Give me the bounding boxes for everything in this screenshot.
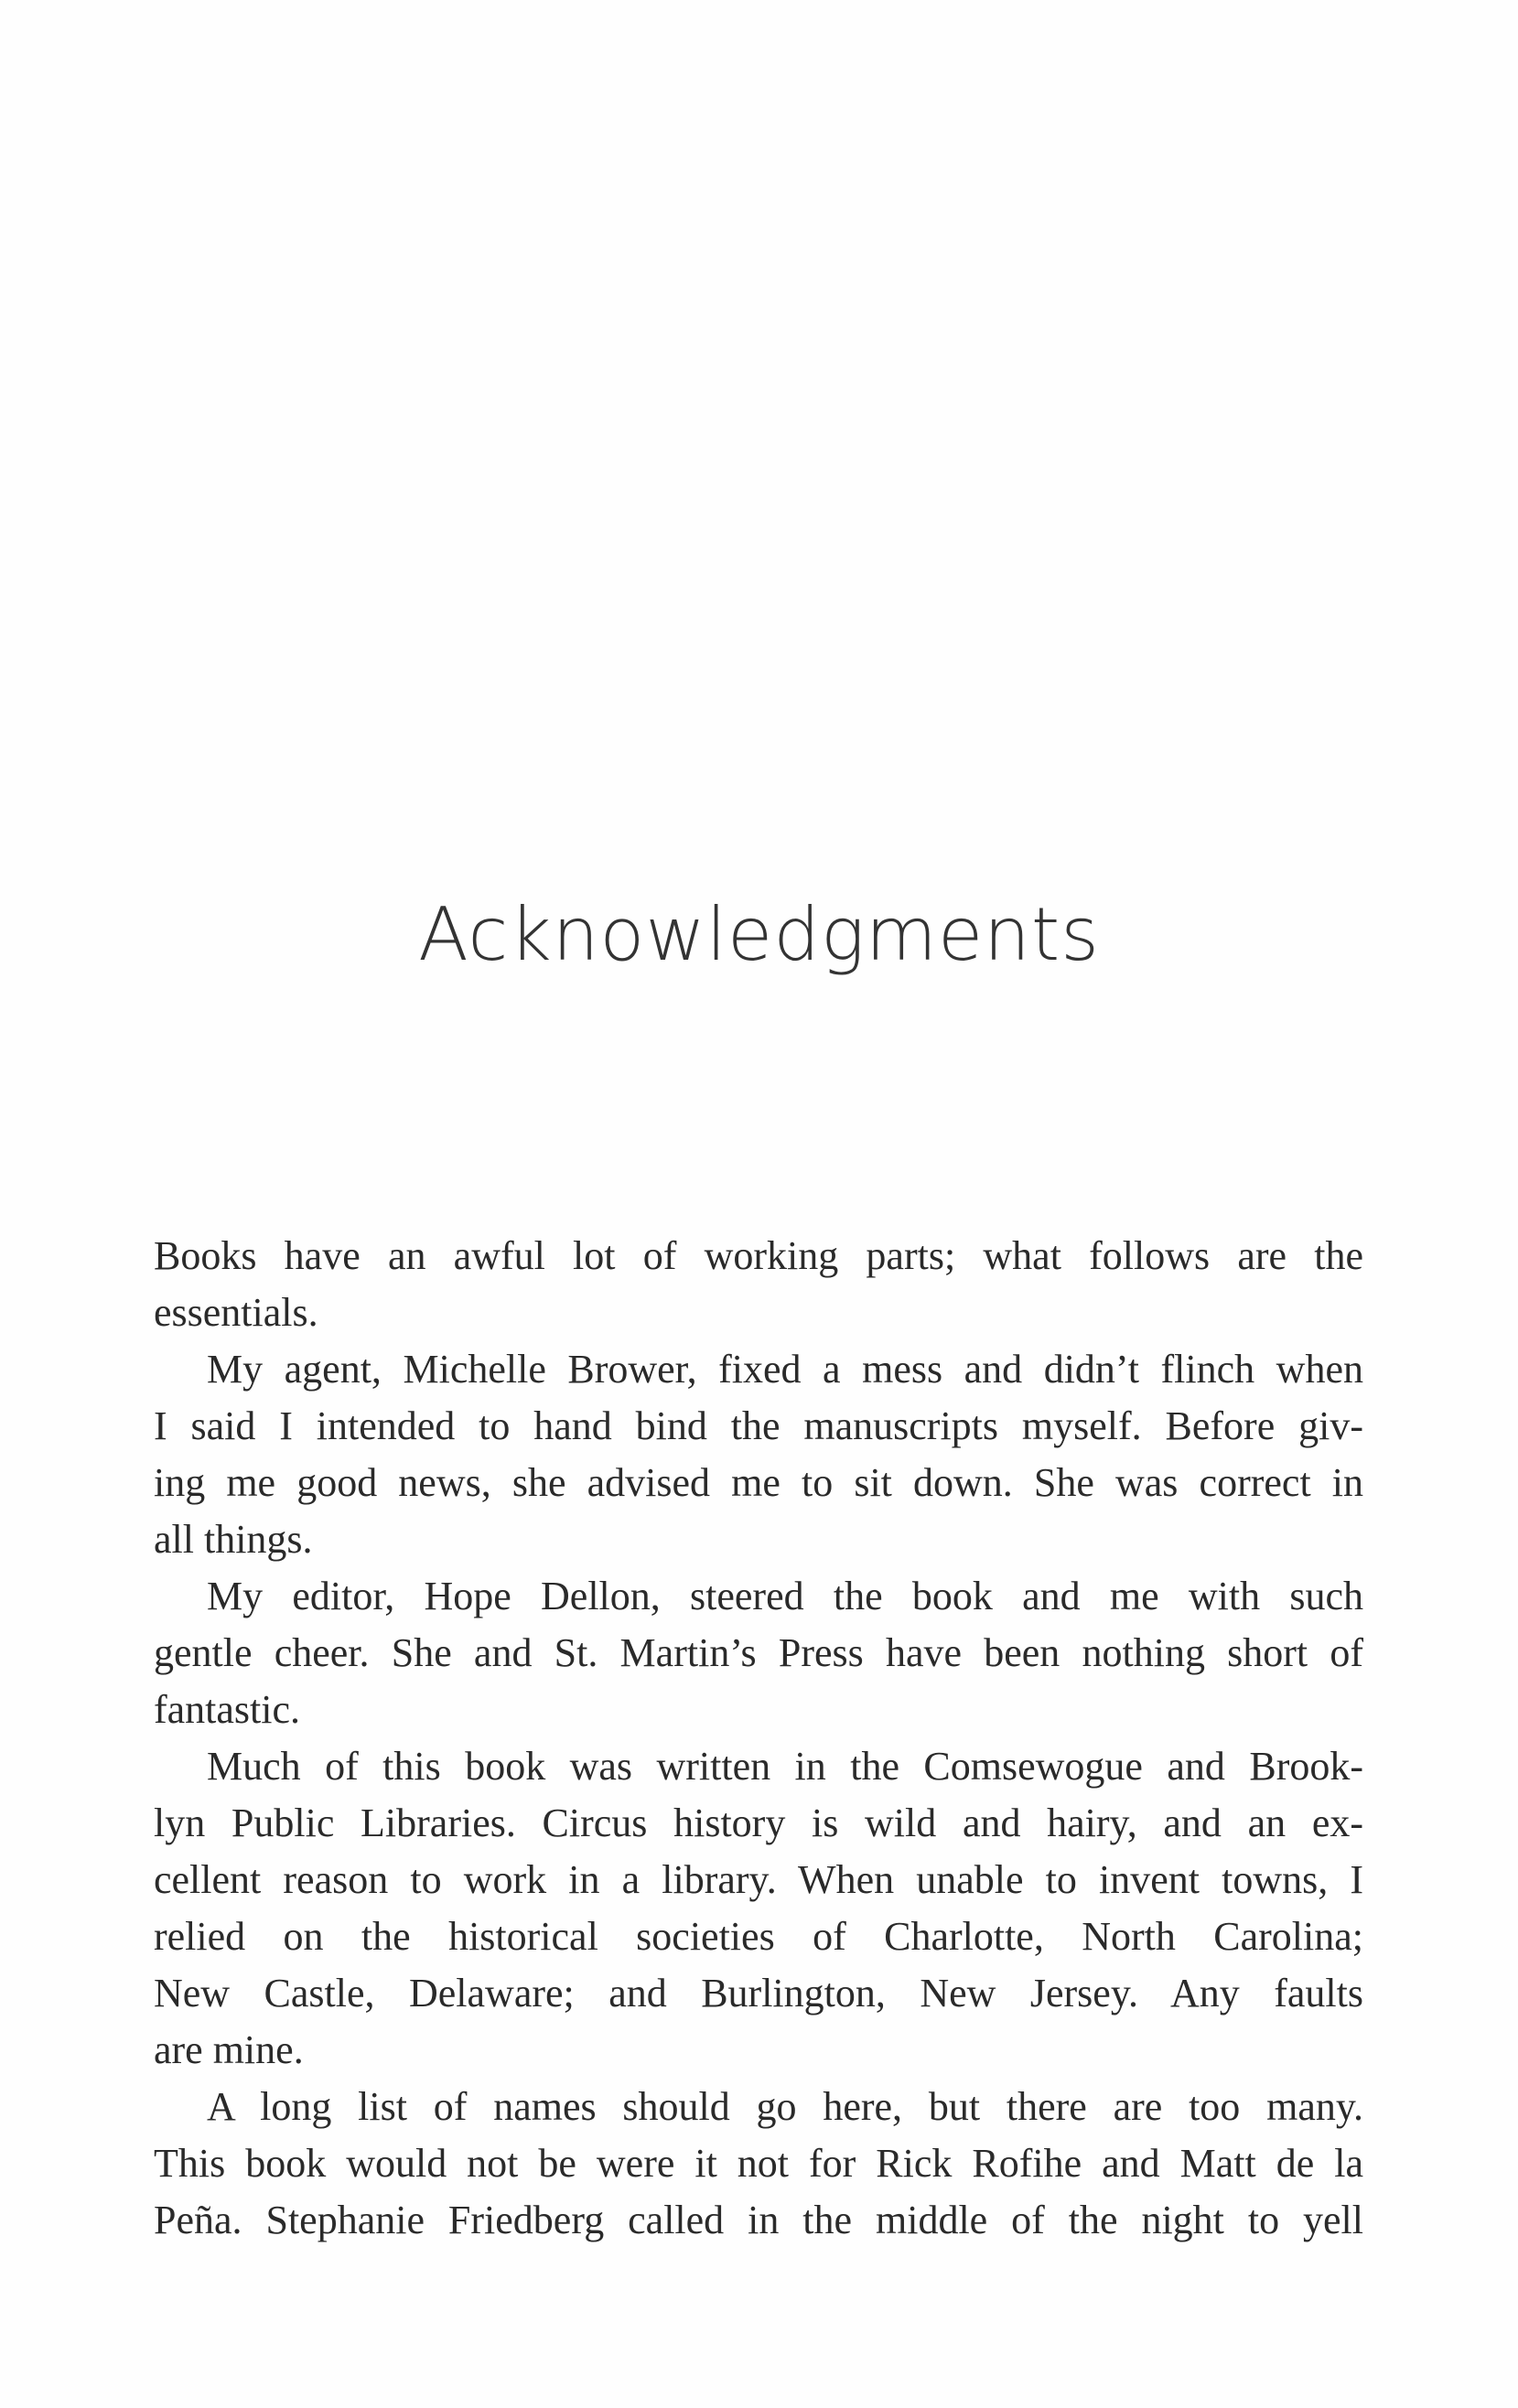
- text-line: This book would not be were it not for Rick Rofihe and Matt de la: [154, 2141, 1363, 2186]
- page-title: Acknowledgments: [418, 892, 1100, 977]
- text-line: I said I intended to hand bind the manuscripts myself. Before giv-: [154, 1403, 1363, 1448]
- text-line: A long list of names should go here, but there are too many.: [207, 2084, 1363, 2129]
- text-line: Books have an awful lot of working parts; what follows are the: [154, 1233, 1363, 1278]
- text-line: My editor, Hope Dellon, steered the book and me with such: [207, 1574, 1363, 1618]
- text-line: cellent reason to work in a library. When unable to invent towns, I: [154, 1857, 1363, 1902]
- text-line: ing me good news, she advised me to sit down. She was correct in: [154, 1460, 1363, 1505]
- text-line: are mine.: [154, 2027, 304, 2072]
- acknowledgments-body: [154, 1228, 1363, 2249]
- text-line: relied on the historical societies of Charlotte, North Carolina;: [154, 1914, 1363, 1959]
- text-line: My agent, Michelle Brower, fixed a mess and didn’t flinch when: [207, 1347, 1363, 1392]
- text-line: gentle cheer. She and St. Martin’s Press have been nothing short of: [154, 1630, 1363, 1675]
- text-line: lyn Public Libraries. Circus history is wild and hairy, and an ex-: [154, 1801, 1363, 1845]
- text-line: essentials.: [154, 1290, 318, 1335]
- text-line: Peña. Stephanie Friedberg called in the middle of the night to yell: [154, 2198, 1363, 2242]
- text-line: all things.: [154, 1517, 313, 1562]
- text-line: Much of this book was written in the Comsewogue and Brook-: [207, 1744, 1363, 1789]
- text-line: New Castle, Delaware; and Burlington, New Jersey. Any faults: [154, 1971, 1363, 2016]
- text-line: fantastic.: [154, 1687, 301, 1732]
